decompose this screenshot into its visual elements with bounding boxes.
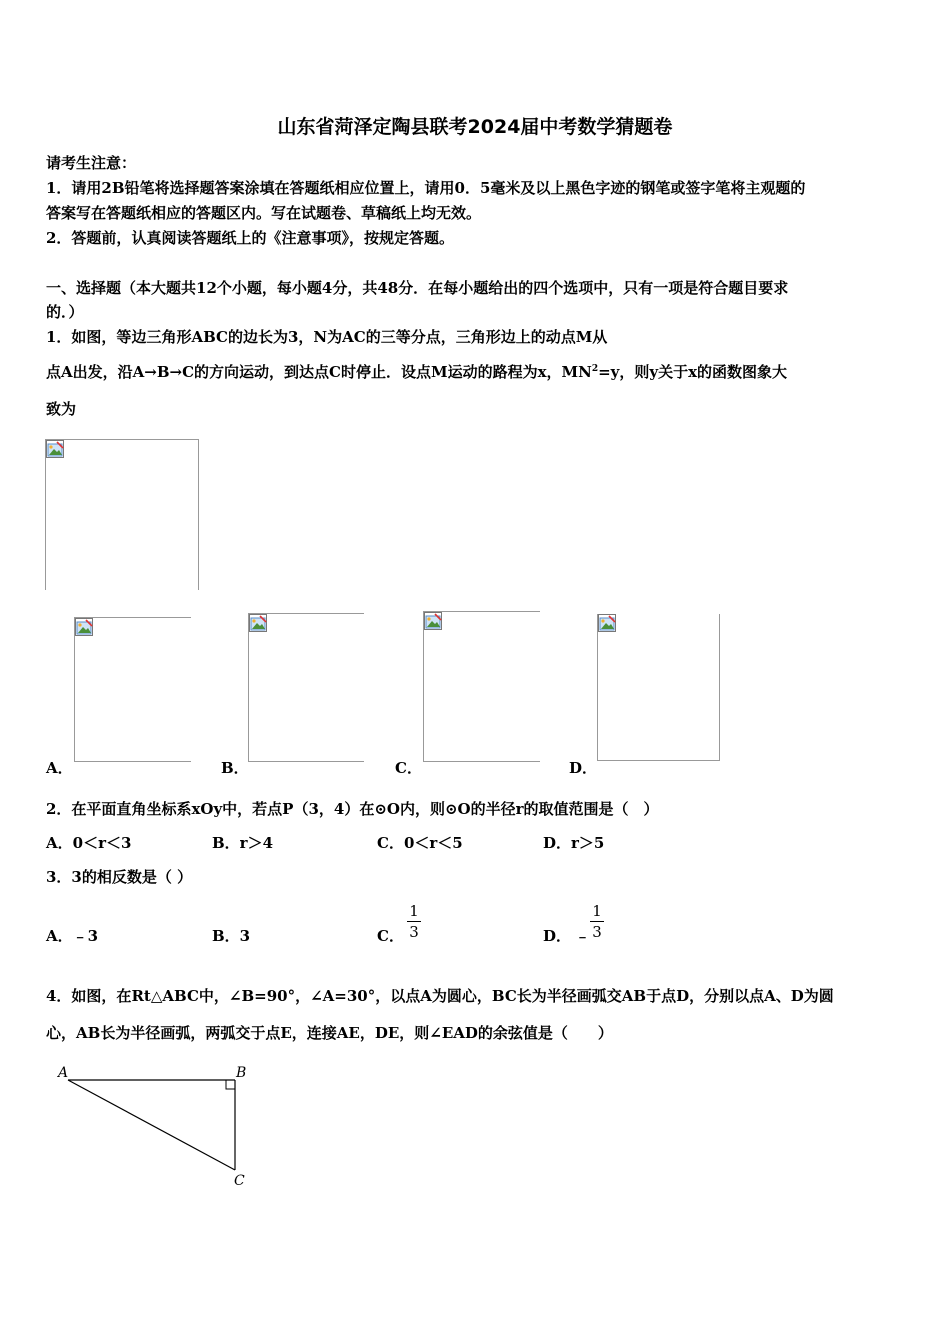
q1-option-c-image: [423, 611, 540, 762]
fraction-denominator: 3: [409, 923, 419, 941]
q4-triangle-figure: [50, 1060, 290, 1195]
vertex-label-b: B: [236, 1065, 247, 1081]
vertex-label-a: A: [58, 1065, 69, 1081]
q1-stem-line-1: 1．如图，等边三角形ABC的边长为3，N为AC的三等分点，三角形边上的动点M从: [46, 328, 608, 346]
fraction-numerator: 1: [409, 902, 419, 920]
notice-line-3: 2．答题前，认真阅读答题纸上的《注意事项》，按规定答题。: [46, 229, 454, 247]
right-angle-mark: [226, 1080, 235, 1089]
q3-stem: 3．3的相反数是（ ）: [46, 868, 193, 886]
q1-option-b-label: B．: [221, 759, 249, 777]
broken-image-icon: [424, 612, 442, 630]
notice-heading: 请考生注意：: [46, 154, 137, 172]
broken-image-icon: [46, 440, 64, 458]
section-1-heading-cont: 的．）: [46, 303, 84, 321]
q2-option-b: B．r＞4: [212, 834, 274, 852]
q2-option-d: D．r＞5: [543, 834, 605, 852]
q2-option-c: C．0＜r＜5: [377, 834, 463, 852]
side-ac: [68, 1080, 235, 1170]
q4-stem-line-2: 心，AB长为半径画弧，两弧交于点E，连接AE，DE，则∠EAD的余弦值是（ ）: [46, 1024, 613, 1042]
q1-option-d-image: [597, 614, 720, 761]
notice-line-1: 1．请用2B铅笔将选择题答案涂填在答题纸相应位置上，请用0．5毫米及以上黑色字迹的钢笔或签字笔将主观题的: [46, 179, 806, 197]
q3-option-d-fraction: [590, 902, 604, 941]
broken-image-icon: [75, 618, 93, 636]
q2-stem: 2．在平面直角坐标系xOy中，若点P（3，4）在⊙O内，则⊙O的半径r的取值范围是（ ）: [46, 800, 659, 818]
page-title: 山东省菏泽定陶县联考2024届中考数学猜题卷: [277, 116, 673, 138]
q3-option-d: D． ﹣: [543, 927, 591, 945]
q1-stem-line-3: 致为: [46, 400, 77, 418]
q2-option-a: A．0＜r＜3: [46, 834, 132, 852]
q3-option-c-fraction: [407, 902, 421, 941]
q1-figure-image: [45, 439, 199, 590]
q1-stem-line-2: 点A出发，沿A→B→C的方向运动，到达点C时停止．设点M运动的路程为x，$MN^2=y$，则y关于x的函数图象大: [46, 363, 788, 381]
q1-option-b-image: [248, 613, 364, 762]
q1-option-a-image: [74, 617, 191, 762]
broken-image-icon: [249, 614, 267, 632]
q1-option-d-label: D．: [569, 759, 598, 777]
broken-image-icon: [598, 614, 616, 632]
q1-option-a-label: A．: [46, 759, 73, 777]
q3-option-a: A．﹣3: [46, 927, 99, 945]
q3-option-c: C．: [377, 927, 404, 945]
q4-stem-line-1: 4．如图，在Rt△ABC中，∠B=90°，∠A=30°，以点A为圆心，BC长为半径画弧交AB于点D，分别以点A、D为圆: [46, 987, 834, 1005]
fraction-denominator: 3: [592, 923, 602, 941]
section-1-heading: 一、选择题（本大题共12个小题，每小题4分，共48分．在每小题给出的四个选项中，只有一项是符合题目要求: [46, 279, 789, 297]
notice-line-2: 答案写在答题纸相应的答题区内。写在试题卷、草稿纸上均无效。: [46, 204, 482, 222]
q3-option-b: B．3: [212, 927, 251, 945]
fraction-numerator: 1: [592, 902, 602, 920]
q1-option-c-label: C．: [395, 759, 422, 777]
vertex-label-c: C: [234, 1173, 245, 1189]
